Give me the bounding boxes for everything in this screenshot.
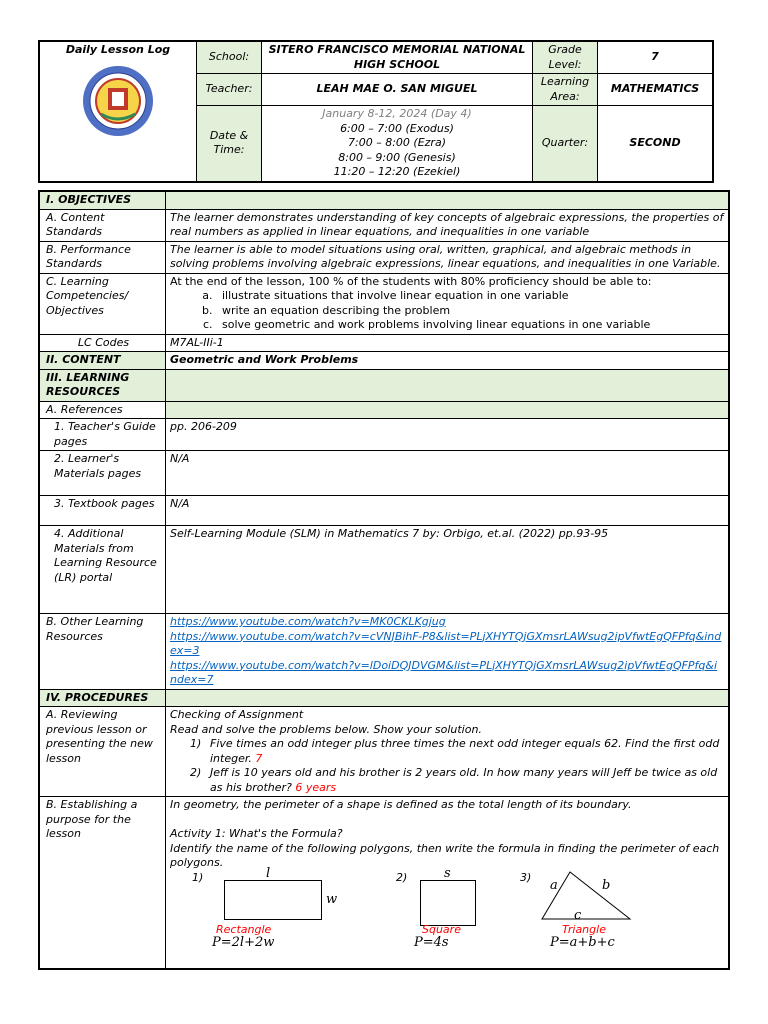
resources-heading-fill <box>166 369 730 401</box>
lr-label: 4. Additional Materials from Learning Resource (LR) portal <box>39 526 166 614</box>
tg-value: pp. 206-209 <box>166 419 730 451</box>
square-label-s: s <box>444 865 451 881</box>
answer-text: 7 <box>255 751 263 765</box>
procedures-heading: IV. PROCEDURES <box>39 689 166 707</box>
performance-standards-text: The learner is able to model situations using oral, written, graphical, and algebraic methods in solving problems involving algebraic expressions, linear equations, and inequalities in one Variable. <box>166 241 730 273</box>
rectangle-name: Rectangle <box>216 922 272 936</box>
triangle-name: Triangle <box>562 922 606 936</box>
date-line: January 8-12, 2024 (Day 4) <box>322 107 472 120</box>
answer-text: 6 years <box>295 780 337 794</box>
triangle-label-a: a <box>550 877 558 893</box>
activity-title: Activity 1: What's the Formula? <box>170 827 343 840</box>
lm-value: N/A <box>166 451 730 496</box>
review-cell <box>166 707 730 797</box>
lc-codes-value: M7AL-IIi-1 <box>166 334 730 352</box>
time-line: 6:00 – 7:00 (Exodus) <box>340 121 454 135</box>
content-heading: II. CONTENT <box>39 352 166 370</box>
area-label: Learning Area: <box>533 74 598 106</box>
teacher-value: LEAH MAE O. SAN MIGUEL <box>262 74 533 106</box>
review-title: Checking of Assignment <box>170 708 304 721</box>
area-value: MATHEMATICS <box>598 74 714 106</box>
quarter-value: SECOND <box>598 106 714 182</box>
competencies-intro: At the end of the lesson, 100 % of the students with 80% proficiency should be able to: <box>170 274 652 288</box>
content-value: Geometric and Work Problems <box>166 352 730 370</box>
objectives-heading: I. OBJECTIVES <box>39 191 166 209</box>
rectangle-shape <box>224 880 322 920</box>
time-line: 8:00 – 9:00 (Genesis) <box>338 150 456 164</box>
other-resources-label: B. Other Learning Resources <box>39 614 166 690</box>
procedures-heading-fill <box>166 689 730 707</box>
tg-label: 1. Teacher's Guide pages <box>39 419 166 451</box>
tb-value: N/A <box>166 496 730 526</box>
lesson-table <box>38 190 730 970</box>
competencies-list <box>170 289 724 333</box>
references-fill <box>166 401 730 419</box>
logo-cell <box>39 41 197 182</box>
header-table <box>38 40 714 183</box>
competencies-cell <box>166 273 730 334</box>
time-line: 7:00 – 8:00 (Ezra) <box>348 136 446 149</box>
purpose-intro: In geometry, the perimeter of a shape is defined as the total length of its boundary. <box>170 798 632 811</box>
resource-link[interactable]: https://www.youtube.com/watch?v=cVNJBihF-P8&list=PLjXHYTQjGXmsrLAWsug2ipVfwtEgQFPfq&index=3 <box>170 629 722 657</box>
time-line: 11:20 – 12:20 (Ezekiel) <box>333 165 461 178</box>
competency-item: b. write an equation describing the problem <box>216 304 724 319</box>
school-value: SITERO FRANCISCO MEMORIAL NATIONAL HIGH SCHOOL <box>262 41 533 74</box>
shape-number: 1) <box>192 870 204 884</box>
resource-link[interactable]: https://www.youtube.com/watch?v=MK0CKLKgjug <box>170 615 446 628</box>
triangle-label-c: c <box>574 907 582 923</box>
datetime-label: Date & Time: <box>197 106 262 182</box>
purpose-label: B. Establishing a purpose for the lesson <box>39 797 166 969</box>
other-resources-links <box>166 614 730 690</box>
teacher-label: Teacher: <box>197 74 262 106</box>
school-label: School: <box>197 41 262 74</box>
square-shape <box>420 880 476 926</box>
competencies-label: C. Learning Competencies/ Objectives <box>39 273 166 334</box>
datetime-value <box>262 106 533 182</box>
lr-value: Self-Learning Module (SLM) in Mathematics 7 by: Orbigo, et.al. (2022) pp.93-95 <box>166 526 730 614</box>
objectives-heading-fill <box>166 191 730 209</box>
content-standards-text: The learner demonstrates understanding of key concepts of algebraic expressions, the properties of real numbers as applied in linear equations, and inequalities in one variable <box>166 209 730 241</box>
log-title: Daily Lesson Log <box>65 43 171 56</box>
content-standards-label: A. Content Standards <box>39 209 166 241</box>
shapes-figure <box>170 865 724 967</box>
tb-label: 3. Textbook pages <box>39 496 166 526</box>
lc-codes-label: LC Codes <box>39 334 166 352</box>
square-formula: P=4s <box>414 934 449 950</box>
shape-number: 2) <box>396 870 408 884</box>
activity-instructions: Identify the name of the following polygons, then write the formula in finding the perimeter of each polygons. <box>170 841 720 869</box>
purpose-cell <box>166 797 730 969</box>
shape-number: 3) <box>520 870 532 884</box>
resources-heading: III. LEARNING RESOURCES <box>39 369 166 401</box>
quarter-label: Quarter: <box>533 106 598 182</box>
lm-label: 2. Learner's Materials pages <box>39 451 166 496</box>
performance-standards-label: B. Performance Standards <box>39 241 166 273</box>
review-item: 2) Jeff is 10 years old and his brother is 2 years old. In how many years will Jeff be twice as old as his brother? 6 years <box>190 766 718 794</box>
resource-link[interactable]: https://www.youtube.com/watch?v=lDoiDQJDVGM&list=PLjXHYTQjGXmsrLAWsug2ipVfwtEgQFPfq&index=7 <box>170 658 718 686</box>
references-label: A. References <box>39 401 166 419</box>
review-item: 1) Five times an odd integer plus three times the next odd integer equals 62. Find the first odd integer. 7 <box>190 737 720 765</box>
square-name: Square <box>422 922 461 936</box>
triangle-formula: P=a+b+c <box>550 934 615 950</box>
rectangle-formula: P=2l+2w <box>212 934 275 950</box>
competency-item: a. illustrate situations that involve linear equation in one variable <box>216 289 724 304</box>
triangle-label-b: b <box>602 877 611 893</box>
review-label: A. Reviewing previous lesson or presenting the new lesson <box>39 707 166 797</box>
competency-item: c. solve geometric and work problems involving linear equations in one variable <box>216 318 724 333</box>
grade-value: 7 <box>598 41 714 74</box>
review-instructions: Read and solve the problems below. Show your solution. <box>170 722 482 736</box>
rectangle-label-l: l <box>266 865 271 881</box>
rectangle-label-w: w <box>326 891 338 907</box>
grade-label: Grade Level: <box>533 41 598 74</box>
school-seal-logo <box>81 64 155 138</box>
